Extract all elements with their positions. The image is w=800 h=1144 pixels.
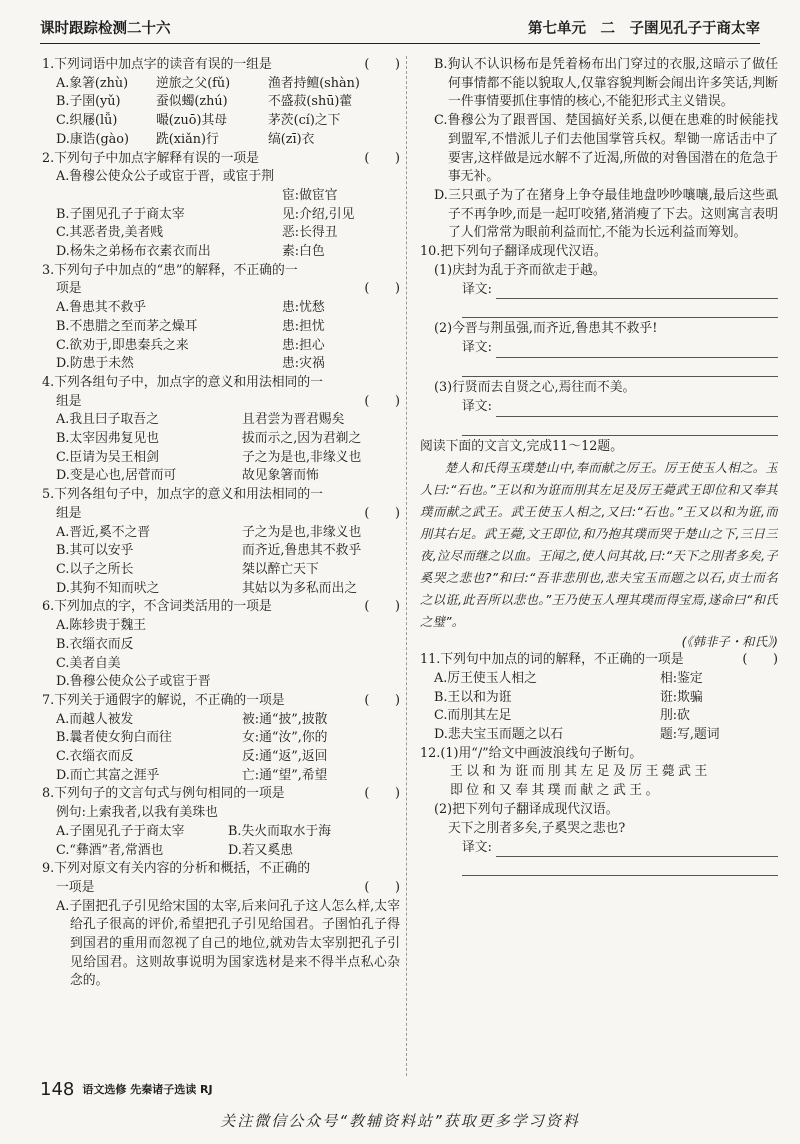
answer-paren: ( )	[364, 150, 400, 166]
q4-stem: 4.下列各组句子中，加点字的意义和用法相同的一	[42, 374, 323, 390]
question-7	[42, 692, 400, 786]
question-5	[42, 486, 400, 598]
question-11	[420, 651, 778, 745]
option: C.其恶者贵,美者贱	[56, 225, 164, 241]
q2-stem: 2.下列句子中加点字解释有误的一项是	[42, 150, 259, 166]
answer-line[interactable]	[462, 358, 778, 377]
option-gloss: 素:白色	[282, 244, 325, 260]
option: D.悲夫宝玉而题之以石	[434, 727, 564, 743]
q11-stem: 11.下列句中加点的词的解释，不正确的一项是	[420, 652, 684, 668]
page-number: 148	[40, 1078, 75, 1100]
q10-sentence-2: (2)今晋与荆虽强,而齐近,鲁患其不救乎!	[434, 321, 658, 337]
option: B.其可以安乎	[56, 543, 134, 559]
option: A.而越人被发	[56, 711, 134, 727]
option-gloss: 女:通“汝”,你的	[242, 730, 328, 746]
option: D.其狗不知而吠之	[56, 580, 160, 596]
option-pair: 子之为是也,非缘义也	[242, 449, 362, 465]
classical-passage: 楚人和氏得玉璞楚山中,奉而献之厉王。厉王使玉人相之。玉人曰:“石也。”王以和为诳而刖其左足及厉王薨武王即位和又奉其璞而献之武王。武王使玉人相之,又曰:“石也。”王又以和为诳,而刖其右足。武王薨,文王即位,和乃抱其璞而哭于楚山之下,三日三夜,泣尽而继之以血。王闻之,使人问其故,曰:“天下之刖者多矣,子奚哭之悲也?”和曰:“吾非悲刖也,悲夫宝玉而题之以石,贞士而名之以诳,此吾所以悲也。”王乃使玉人理其璞而得宝焉,遂命曰“和氏之璧”。	[420, 459, 778, 629]
option: 不盛菽(shū)藿	[268, 94, 353, 110]
option: C.以子之所长	[56, 561, 134, 577]
answer-paren: ( )	[742, 652, 778, 668]
left-column	[42, 56, 400, 1076]
option: A.象箸(zhù)	[56, 75, 129, 91]
q5-stem: 5.下列各组句子中，加点字的意义和用法相同的一	[42, 487, 323, 503]
option: D.康诰(gào)	[56, 131, 129, 147]
answer-line[interactable]	[462, 417, 778, 436]
option-gloss: 患:担心	[282, 337, 325, 353]
q3-stem-cont: 项是	[56, 281, 82, 297]
option: C.欲劝于,即患秦兵之来	[56, 337, 189, 353]
option: B.太宰因弗复见也	[56, 431, 160, 447]
option-gloss: 宦:做宦官	[282, 187, 338, 203]
option-pair: 拔而示之,因为君剃之	[242, 431, 362, 447]
option: A.子圉把孔子引见给宋国的太宰,后来问孔子这人怎么样,太宰给孔子很高的评价,希望把孔子引见给国君。子圉怕孔子得到国君的重用而忽视了自己的地位,就劝告太宰别把孔子引见给国君。这则故事说明为国家选材是来不得半点私心杂念的。	[56, 898, 400, 989]
q6-stem: 6.下列加点的字，不含词类活用的一项是	[42, 599, 272, 615]
option: B.狗认不认识杨布是凭着杨布出门穿过的衣服,这暗示了做任何事情都不能以貌取人,仅靠容貌判断会闹出许多笑话,判断一件事情要抓住事情的核心,不能犯形式主义错误。	[434, 57, 778, 110]
option-gloss: 患:灾祸	[282, 356, 325, 372]
option: C.织屦(lǚ)	[56, 113, 118, 129]
option-gloss: 反:通“返”,返回	[242, 749, 328, 765]
option: D.而亡其富之涯乎	[56, 767, 160, 783]
translation-label: 译文:	[462, 340, 492, 356]
translation-label: 译文:	[462, 281, 492, 297]
option: 逆旅之父(fǔ)	[156, 75, 231, 91]
option-gloss: 题:写,题词	[660, 727, 720, 743]
option: 渔者持鳣(shàn)	[268, 75, 360, 91]
question-6	[42, 598, 400, 692]
question-8	[42, 785, 400, 860]
q12-stem: 12.(1)用“/”给文中画波浪线句子断句。	[420, 745, 643, 761]
option: D.杨朱之弟杨布衣素衣而出	[56, 244, 211, 260]
option-pair: 故见象箸而怖	[242, 468, 319, 484]
page-footer	[40, 1076, 540, 1102]
answer-line[interactable]	[420, 398, 778, 417]
option-gloss: 见:介绍,引见	[282, 206, 355, 222]
passage-source: (《韩非子・和氏》)	[681, 633, 778, 649]
option-gloss: 诳:欺骗	[660, 689, 703, 705]
answer-paren: ( )	[364, 599, 400, 615]
option-pair: 子之为是也,非缘义也	[242, 524, 362, 540]
option: C.“彝酒”者,常酒也	[56, 842, 164, 858]
option: 茅茨(cí)之下	[268, 113, 341, 129]
option: C.臣请为吴王相剑	[56, 449, 159, 465]
question-12	[420, 745, 778, 877]
example-sentence: 例句:上索我者,以我有美珠也	[56, 805, 218, 821]
option: 蚕似蠋(zhú)	[156, 94, 228, 110]
translation-label: 译文:	[462, 839, 492, 855]
answer-paren: ( )	[364, 879, 400, 895]
option-gloss: 患:忧愁	[282, 300, 325, 316]
option: A.鲁患其不救乎	[56, 300, 147, 316]
option: B.失火而取水于海	[228, 823, 332, 839]
q8-stem: 8.下列句子的文言句式与例句相同的一项是	[42, 786, 285, 802]
option: D.若又奚患	[228, 842, 294, 858]
option-pair: 而齐近,鲁患其不救乎	[242, 543, 362, 559]
option: A.晋近,奚不之晋	[56, 524, 151, 540]
option-gloss: 刖:砍	[660, 708, 690, 724]
answer-line[interactable]	[462, 299, 778, 318]
answer-paren: ( )	[364, 692, 400, 708]
punctuation-line: 即位和又奉其璞而献之武王。	[450, 783, 662, 799]
option-pair: 且君尝为晋君赐矣	[242, 412, 345, 428]
option: B.不患腊之至而茅之燥耳	[56, 318, 198, 334]
option: B.子圉(yǔ)	[56, 94, 121, 110]
unit-title: 第七单元 二 子圉见孔子于商太宰	[528, 21, 760, 37]
option-gloss: 恶:长得丑	[282, 225, 338, 241]
q10-stem: 10.把下列句子翻译成现代汉语。	[420, 244, 607, 260]
option: 嘬(zuō)其母	[156, 113, 228, 129]
option-gloss: 亡:通“望”,希望	[242, 767, 328, 783]
option: 缟(zī)衣	[268, 131, 315, 147]
option: D.鲁穆公使众公子或宦于晋	[56, 674, 211, 690]
q10-sentence-1: (1)庆封为乱于齐而欲走于越。	[434, 262, 606, 278]
translation-label: 译文:	[462, 399, 492, 415]
q4-stem-cont: 组是	[56, 393, 82, 409]
answer-line[interactable]	[420, 280, 778, 299]
option-gloss: 相:鉴定	[660, 670, 703, 686]
option: B.子圉见孔子于商太宰	[56, 206, 185, 222]
question-4	[42, 374, 400, 486]
question-10	[420, 243, 778, 436]
q12-stem-2: (2)把下列句子翻译成现代汉语。	[434, 801, 619, 817]
option: B.王以和为诳	[434, 689, 512, 705]
question-3	[42, 262, 400, 374]
answer-line[interactable]	[420, 339, 778, 358]
book-title: 语文选修 先秦诸子选读 RJ	[82, 1083, 213, 1096]
answer-paren: ( )	[364, 393, 400, 409]
option: B.衣缁衣而反	[56, 636, 134, 652]
answer-paren: ( )	[364, 505, 400, 521]
option: A.我且曰子取吾之	[56, 412, 159, 428]
option-gloss: 被:通“披”,披散	[242, 711, 328, 727]
answer-paren: ( )	[364, 57, 400, 72]
option-gloss: 患:担忧	[282, 318, 325, 334]
q1-stem: 1.下列词语中加点字的读音有误的一组是	[42, 57, 272, 72]
question-1	[42, 56, 400, 150]
punctuation-line: 王以和为诳而刖其左足及厉王薨武王	[450, 764, 711, 780]
option: B.曩者使女狗白而往	[56, 730, 172, 746]
answer-line[interactable]	[420, 838, 778, 857]
answer-paren: ( )	[364, 786, 400, 802]
option: A.厉王使玉人相之	[434, 670, 537, 686]
option: A.鲁穆公使众公子或宦于晋，或宦于荆	[56, 169, 275, 185]
option: D.三只虱子为了在猪身上争夺最佳地盘吵吵嚷嚷,最后这些虱子不再争吵,而是一起叮咬猪,猪消瘦了下去。这则寓言表明了人们常常为眼前利益而忙,不能为长远利益而筹划。	[434, 187, 778, 241]
option-pair: 其姑以为多私而出之	[242, 580, 358, 596]
option: C.美者自美	[56, 655, 121, 671]
column-divider	[406, 56, 407, 1076]
q7-stem: 7.下列关于通假字的解说，不正确的一项是	[42, 692, 285, 708]
option: D.防患于未然	[56, 356, 134, 372]
question-9	[42, 860, 400, 991]
option: A.子圉见孔子于商太宰	[56, 823, 185, 839]
option: C.衣缁衣而反	[56, 749, 134, 765]
lesson-title: 课时跟踪检测二十六	[40, 21, 171, 37]
q12-sentence: 天下之刖者多矣,子奚哭之悲也?	[448, 820, 626, 836]
q5-stem-cont: 组是	[56, 505, 82, 521]
question-2	[42, 150, 400, 262]
reading-intro: 阅读下面的文言文,完成11～12题。	[420, 438, 623, 454]
option: C.鲁穆公为了跟晋国、楚国搞好关系,以便在患难的时候能找到盟军,不惜派儿子们去他国掌管兵权。犁锄一席话击中了要害,这样做是远水解不了近渴,所做的对鲁国潜在的危急于事无补。	[434, 113, 778, 185]
page-header	[40, 10, 760, 44]
q10-sentence-3: (3)行贤而去自贤之心,焉往而不美。	[434, 380, 636, 396]
option-pair: 桀以醉亡天下	[242, 561, 319, 577]
q9-stem: 9.下列对原文有关内容的分析和概括，不正确的	[42, 861, 311, 877]
promo-banner: 关注微信公众号“教辅资料站”获取更多学习资料	[220, 1112, 580, 1130]
option: C.而刖其左足	[434, 708, 512, 724]
q3-stem: 3.下列句子中加点的“患”的解释，不正确的一	[42, 262, 298, 278]
answer-line[interactable]	[462, 857, 778, 876]
q9-stem-cont: 一项是	[56, 879, 95, 895]
option: A.陈轸贵于魏王	[56, 618, 147, 634]
option: 跣(xiǎn)行	[156, 131, 219, 147]
answer-paren: ( )	[364, 281, 400, 297]
right-column	[420, 56, 778, 1076]
option: D.变是心也,居菅而可	[56, 468, 177, 484]
